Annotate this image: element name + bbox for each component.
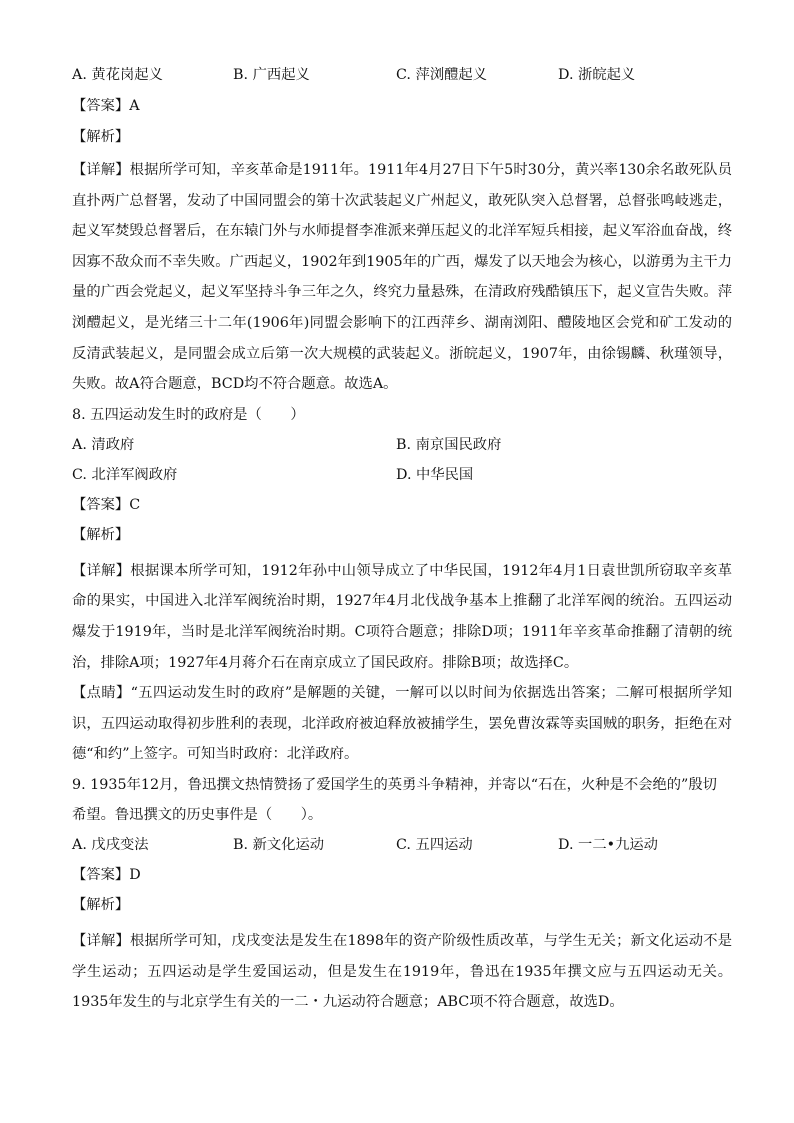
answer-value: C [129,496,141,513]
q9-answer [72,860,732,890]
q7-answer [72,93,732,120]
q8-option-b: B. 南京国民政府 [396,436,502,453]
q7-detail [72,155,732,400]
q9-analysis-heading [72,890,732,920]
answer-tag: 【答案】 [72,98,130,114]
q9-option-a: A. 戊戌变法 [72,836,149,853]
detail-tag: 【详解】 [72,932,131,949]
detail-text: 根据课本所学可知，1912年孙中山领导成立了中华民国，1912年4月1日袁世凯所窃取辛亥革命的果实，中国进入北洋军阀统治时期，1927年4月北伐战争基本上推翻了北洋军阀的统治。五四运动爆发于1919年，当时是北洋军阀统治时期。C项符合题意；排除D项；1911年辛亥革命推翻了清朝的统治，排除A项；1927年4月蒋介石在南京成立了国民政府。排除B项；故选择C。 [72,562,732,671]
q9-option-d: D. 一二•九运动 [558,836,658,853]
q8-comment [72,678,732,770]
q7-option-d: D. 浙皖起义 [558,67,636,83]
q9-option-c: C. 五四运动 [396,836,473,853]
answer-value: A [129,98,140,114]
q8-option-a: A. 清政府 [72,436,135,453]
q9-detail [72,926,732,1018]
q8-detail [72,556,732,678]
q8-answer [72,490,732,520]
q8-options-row2 [72,460,732,490]
q9-option-b: B. 新文化运动 [233,836,325,853]
q8-option-d: D. 中华民国 [396,466,474,483]
analysis-tag: 【解析】 [72,526,130,543]
q9-options [72,830,732,860]
q7-option-a: A. 黄花岗起义 [72,67,163,83]
detail-tag: 【详解】 [72,162,130,178]
answer-tag: 【答案】 [72,866,130,883]
q7-option-c: C. 萍浏醴起义 [396,67,488,83]
answer-tag: 【答案】 [72,496,130,513]
q8-analysis-heading [72,520,732,550]
q9-question-line1: 9. 1935年12月，鲁迅撰文热情赞扬了爱国学生的英勇斗争精神，并寄以“石在，火种是不会绝的”殷切 [72,776,717,793]
analysis-tag: 【解析】 [72,129,130,145]
q8-option-c: C. 北洋军阀政府 [72,466,178,483]
analysis-tag: 【解析】 [72,896,130,913]
q8-question: 8. 五四运动发生时的政府是（ ） [72,406,305,423]
q7-analysis-heading [72,124,732,151]
detail-text: 根据所学可知，戊戌变法是发生在1898年的资产阶级性质改革，与学生无关；新文化运动不是学生运动；五四运动是学生爱国运动，但是发生在1919年，鲁迅在1935年撰文应与五四运动无关。1935年发生的与北京学生有关的一二・九运动符合题意；ABC项不符合题意，故选D。 [72,932,732,1011]
detail-text: 根据所学可知，辛亥革命是1911年。1911年4月27日下午5时30分，黄兴率130余名敢死队员直扑两广总督署，发动了中国同盟会的第十次武装起义广州起义，敢死队突入总督署，总督张鸣岐逃走，起义军焚毁总督署后，在东辕门外与水师提督李准派来弹压起义的北洋军短兵相接，起义军浴血奋战，终因寡不敌众而不幸失败。广西起义，1902年到1905年的广西，爆发了以天地会为核心，以游勇为主干力量的广西会党起义，起义军坚持斗争三年之久，终究力量悬殊，在清政府残酷镇压下，起义宣告失败。萍浏醴起义，是光绪三十二年(1906年)同盟会影响下的江西萍乡、湖南浏阳、醴陵地区会党和矿工发动的反清武装起义，是同盟会成立后第一次大规模的武装起义。浙皖起义，1907年，由徐锡麟、秋瑾领导，失败。故A符合题意，BCD均不符合题意。故选A。 [72,162,732,393]
comment-tag: 【点睛】 [72,685,131,702]
q8-options-row1 [72,430,732,460]
comment-text: “五四运动发生时的政府”是解题的关键，一解可以以时间为依据选出答案；二解可根据所学知识，五四运动取得初步胜利的表现，北洋政府被迫释放被捕学生，罢免曹汝霖等卖国贼的职务，拒绝在对德“和约”上签字。可知当时政府：北洋政府。 [72,685,732,763]
exam-page [72,62,732,1018]
q7-options [72,62,732,89]
q7-option-b: B. 广西起义 [233,67,310,83]
detail-tag: 【详解】 [72,562,131,579]
answer-value: D [129,866,141,883]
q9-question-line2: 希望。鲁迅撰文的历史事件是（ ）。 [72,806,323,823]
